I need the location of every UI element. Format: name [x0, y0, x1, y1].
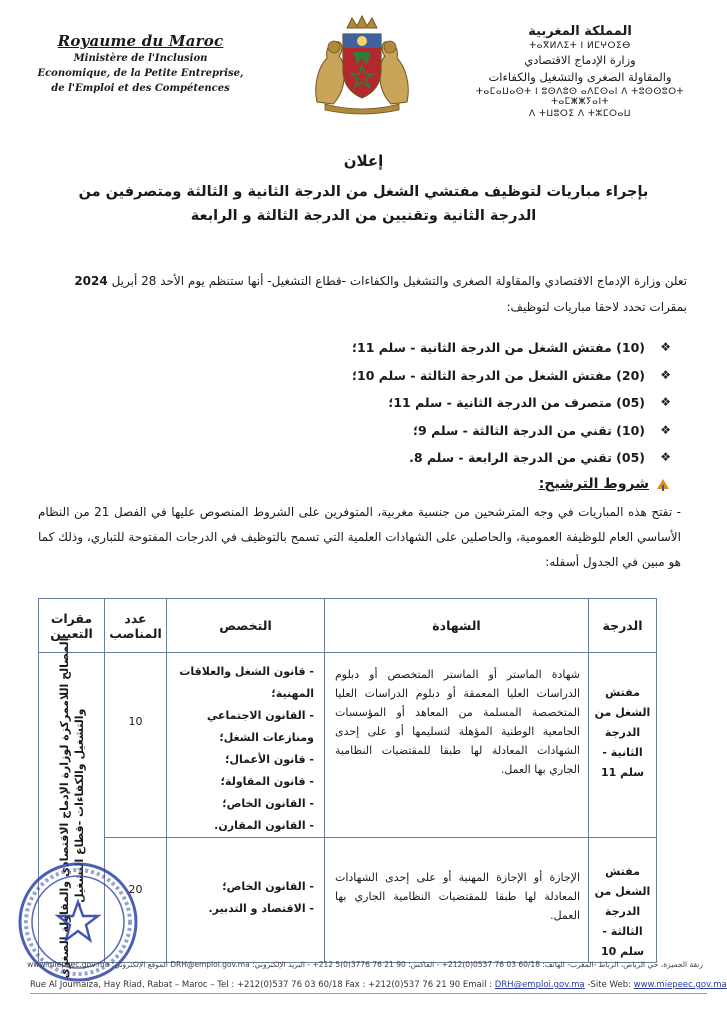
ar-kingdom-title: المملكة المغربية: [528, 24, 632, 39]
footer-address: Rue Al Joumaïza, Hay Riad, Rabat – Maroc – Tel : +212(0)537 76 03 60/18 Fax : +212(0)537 76 21 90 Email :: [30, 980, 495, 990]
tifinagh-ministry-line: ⵜⴰⵎⴰⵡⴰⵙⵜ ⵏ ⵓⵙⴷⵓⵙ ⴰⴷⵎⵙⴰⵏ ⴷ ⵜⵓⵙⵙⵓⵔⵜ ⵜⴰⵎⵥⵥⵢⴰⵏⵜ: [476, 87, 684, 107]
list-item: [271, 362, 671, 390]
ar-ministry-line: والمقاولة الصغرى والتشغيل والكفاءات: [488, 70, 672, 84]
specialty-item: - الاقتصاد و التدبير.: [173, 898, 314, 920]
header-grade: الدرجة: [589, 599, 657, 653]
diamond-bullet-icon: ❖: [660, 450, 671, 464]
fr-ministry-line: de l'Emploi et des Compétences: [51, 83, 230, 94]
positions-list: [271, 334, 671, 472]
header-positions: عدد المناصب: [105, 599, 167, 653]
specialty-cell: [167, 653, 325, 838]
position-label: (20) مفتش الشغل من الدرجة الثالثة - سلم 10؛: [352, 367, 645, 383]
intro-rest: بمقرات تحدد لاحقا مباريات لتوظيف:: [506, 300, 687, 314]
footer-arabic-contact: زنقة الجميزة، حي الرياض، الرباط -المغرب- الهاتف: 60/18 03 76 0537(0)212+ - الفاكس: 90 21 76 3776(0)5 212+ - البريد الإلكتروني: DRH@emploi.gov.ma الموقع الإلكتروني: www.miepeec.gov.ma: [27, 960, 703, 969]
footer-website-link[interactable]: www.miepeec.gov.ma: [633, 980, 727, 990]
position-label: (10) مفتش الشغل من الدرجة الثانية - سلم 11؛: [352, 340, 645, 355]
footer-email-link[interactable]: DRH@emploi.gov.ma: [494, 980, 585, 990]
specialty-item: - القانون المقارن.: [173, 815, 314, 837]
intro-text: تعلن وزارة الإدماج الاقتصادي والمقاولة الصغرى والتشغيل والكفاءات -قطاع التشغيل- أنها ستنظم يوم الأحد 28 أبريل: [111, 274, 687, 288]
specialty-item: - القانون الخاص؛: [173, 793, 314, 815]
tifinagh-ministry-line: ⴷ ⵜⵡⵓⵔⵉ ⴷ ⵜⵣⵎⵔⴰⵡ: [528, 109, 632, 119]
coat-of-arms-icon: [307, 14, 417, 114]
diamond-bullet-icon: ❖: [660, 367, 671, 382]
conditions-title: [539, 476, 671, 492]
announcement-title-block: [60, 152, 667, 228]
header-arabic: [455, 24, 705, 119]
conditions-title-text: شروط الترشيح:: [538, 476, 649, 492]
diamond-bullet-icon: ❖: [660, 422, 671, 437]
fr-kingdom-title: Royaume du Maroc: [57, 32, 224, 50]
intro-year: 2024: [74, 274, 108, 288]
specialty-item: - القانون الاجتماعي ومنازعات الشغل؛: [173, 705, 314, 749]
footer-divider: [30, 993, 707, 994]
tifinagh-kingdom-title: ⵜⴰⴳⵍⴷⵉⵜ ⵏ ⵍⵎⵖⵔⵉⴱ: [529, 41, 631, 51]
conditions-text: - تفتح هذه المباريات في وجه المترشحين من جنسية مغربية، المتوفرين على الشروط المنصوص عليها في الفصل 21 من النظام الأساسي العام للوظيفة العمومية، والحاصلين على الشهادات العلمية التي تسمح بالتوظيف في الدرجات المفتوحة للتباري، وذلك كما هو مبين في الجدول أسفله:: [38, 505, 682, 569]
list-item: [271, 389, 671, 417]
table-row: [39, 653, 657, 838]
ar-ministry-line: وزارة الإدماج الاقتصادي: [524, 53, 636, 67]
specialty-item: - قانون الشغل والعلاقات المهنية؛: [173, 661, 314, 705]
diamond-bullet-icon: ❖: [660, 395, 671, 409]
position-label: (05) متصرف من الدرجة الثانية - سلم 11؛: [388, 395, 645, 410]
positions-cell: 10: [105, 653, 167, 838]
positions-cell: 20: [105, 838, 167, 963]
fr-ministry-line: Ministère de l'Inclusion: [73, 53, 208, 64]
certificate-cell: شهادة الماستر أو الماستر المتخصص أو دبلوم الدراسات العليا المعمقة أو دبلوم الدراسات العليا المتخصصة المسلمة من المعاهد أو المؤسسات الجامعية الوطنية المؤهلة لتسليمها أو على إحدى الشهادات المعادلة لها طبقا للمقتضيات النظامية الجاري بها العمل.: [325, 653, 589, 838]
list-item: [271, 334, 671, 362]
announcement-heading: إعلان: [343, 152, 384, 170]
diamond-bullet-icon: ❖: [660, 340, 671, 354]
header-french: [28, 32, 253, 95]
specialty-item: - القانون الخاص؛: [173, 876, 314, 898]
specialty-item: - قانون المقاولة؛: [173, 771, 314, 793]
assignment-line: المصالح اللاممركزة لوزارة الإدماج الاقتصادي والمقاولة الصغرى: [57, 637, 71, 978]
header-assignment: مقرات التعيين: [39, 599, 105, 653]
pin-icon: [655, 477, 671, 491]
specialty-cell: [167, 838, 325, 963]
certificate-cell: الإجازة أو الإجازة المهنية أو على إحدى الشهادات المعادلة لها طبقا للمقتضيات النظامية الجاري بها العمل.: [325, 838, 589, 963]
list-item: [271, 417, 671, 445]
grade-cell: مفتش الشغل من الدرجة الثالثة - سلم 10: [589, 838, 657, 963]
footer-contact: [30, 980, 727, 990]
intro-paragraph: [36, 268, 687, 320]
position-label: (10) تقني من الدرجة الثالثة - سلم 9؛: [413, 422, 645, 438]
header-specialty: التخصص: [167, 599, 325, 653]
list-item: [271, 444, 671, 472]
header-certificate: الشهادة: [325, 599, 589, 653]
position-label: (05) تقني من الدرجة الرابعة - سلم 8.: [409, 450, 645, 465]
announcement-subtitle: بإجراء مباريات لتوظيف مفتشي الشغل من الدرجة الثانية و الثالثة ومتصرفين من الدرجة الثانية وتقنيين من الدرجة الثالثة و الرابعة: [78, 184, 649, 224]
fr-ministry-line: Economique, de la Petite Entreprise,: [37, 68, 244, 79]
grade-cell: مفتش الشغل من الدرجة الثانية - سلم 11: [589, 653, 657, 838]
footer-site-label: -Site Web:: [584, 980, 634, 990]
assignment-line: والتشغيل والكفاءات -قطاع التشغيل-: [72, 708, 86, 907]
table-header-row: [39, 599, 657, 653]
specialty-item: - قانون الأعمال؛: [173, 749, 314, 771]
